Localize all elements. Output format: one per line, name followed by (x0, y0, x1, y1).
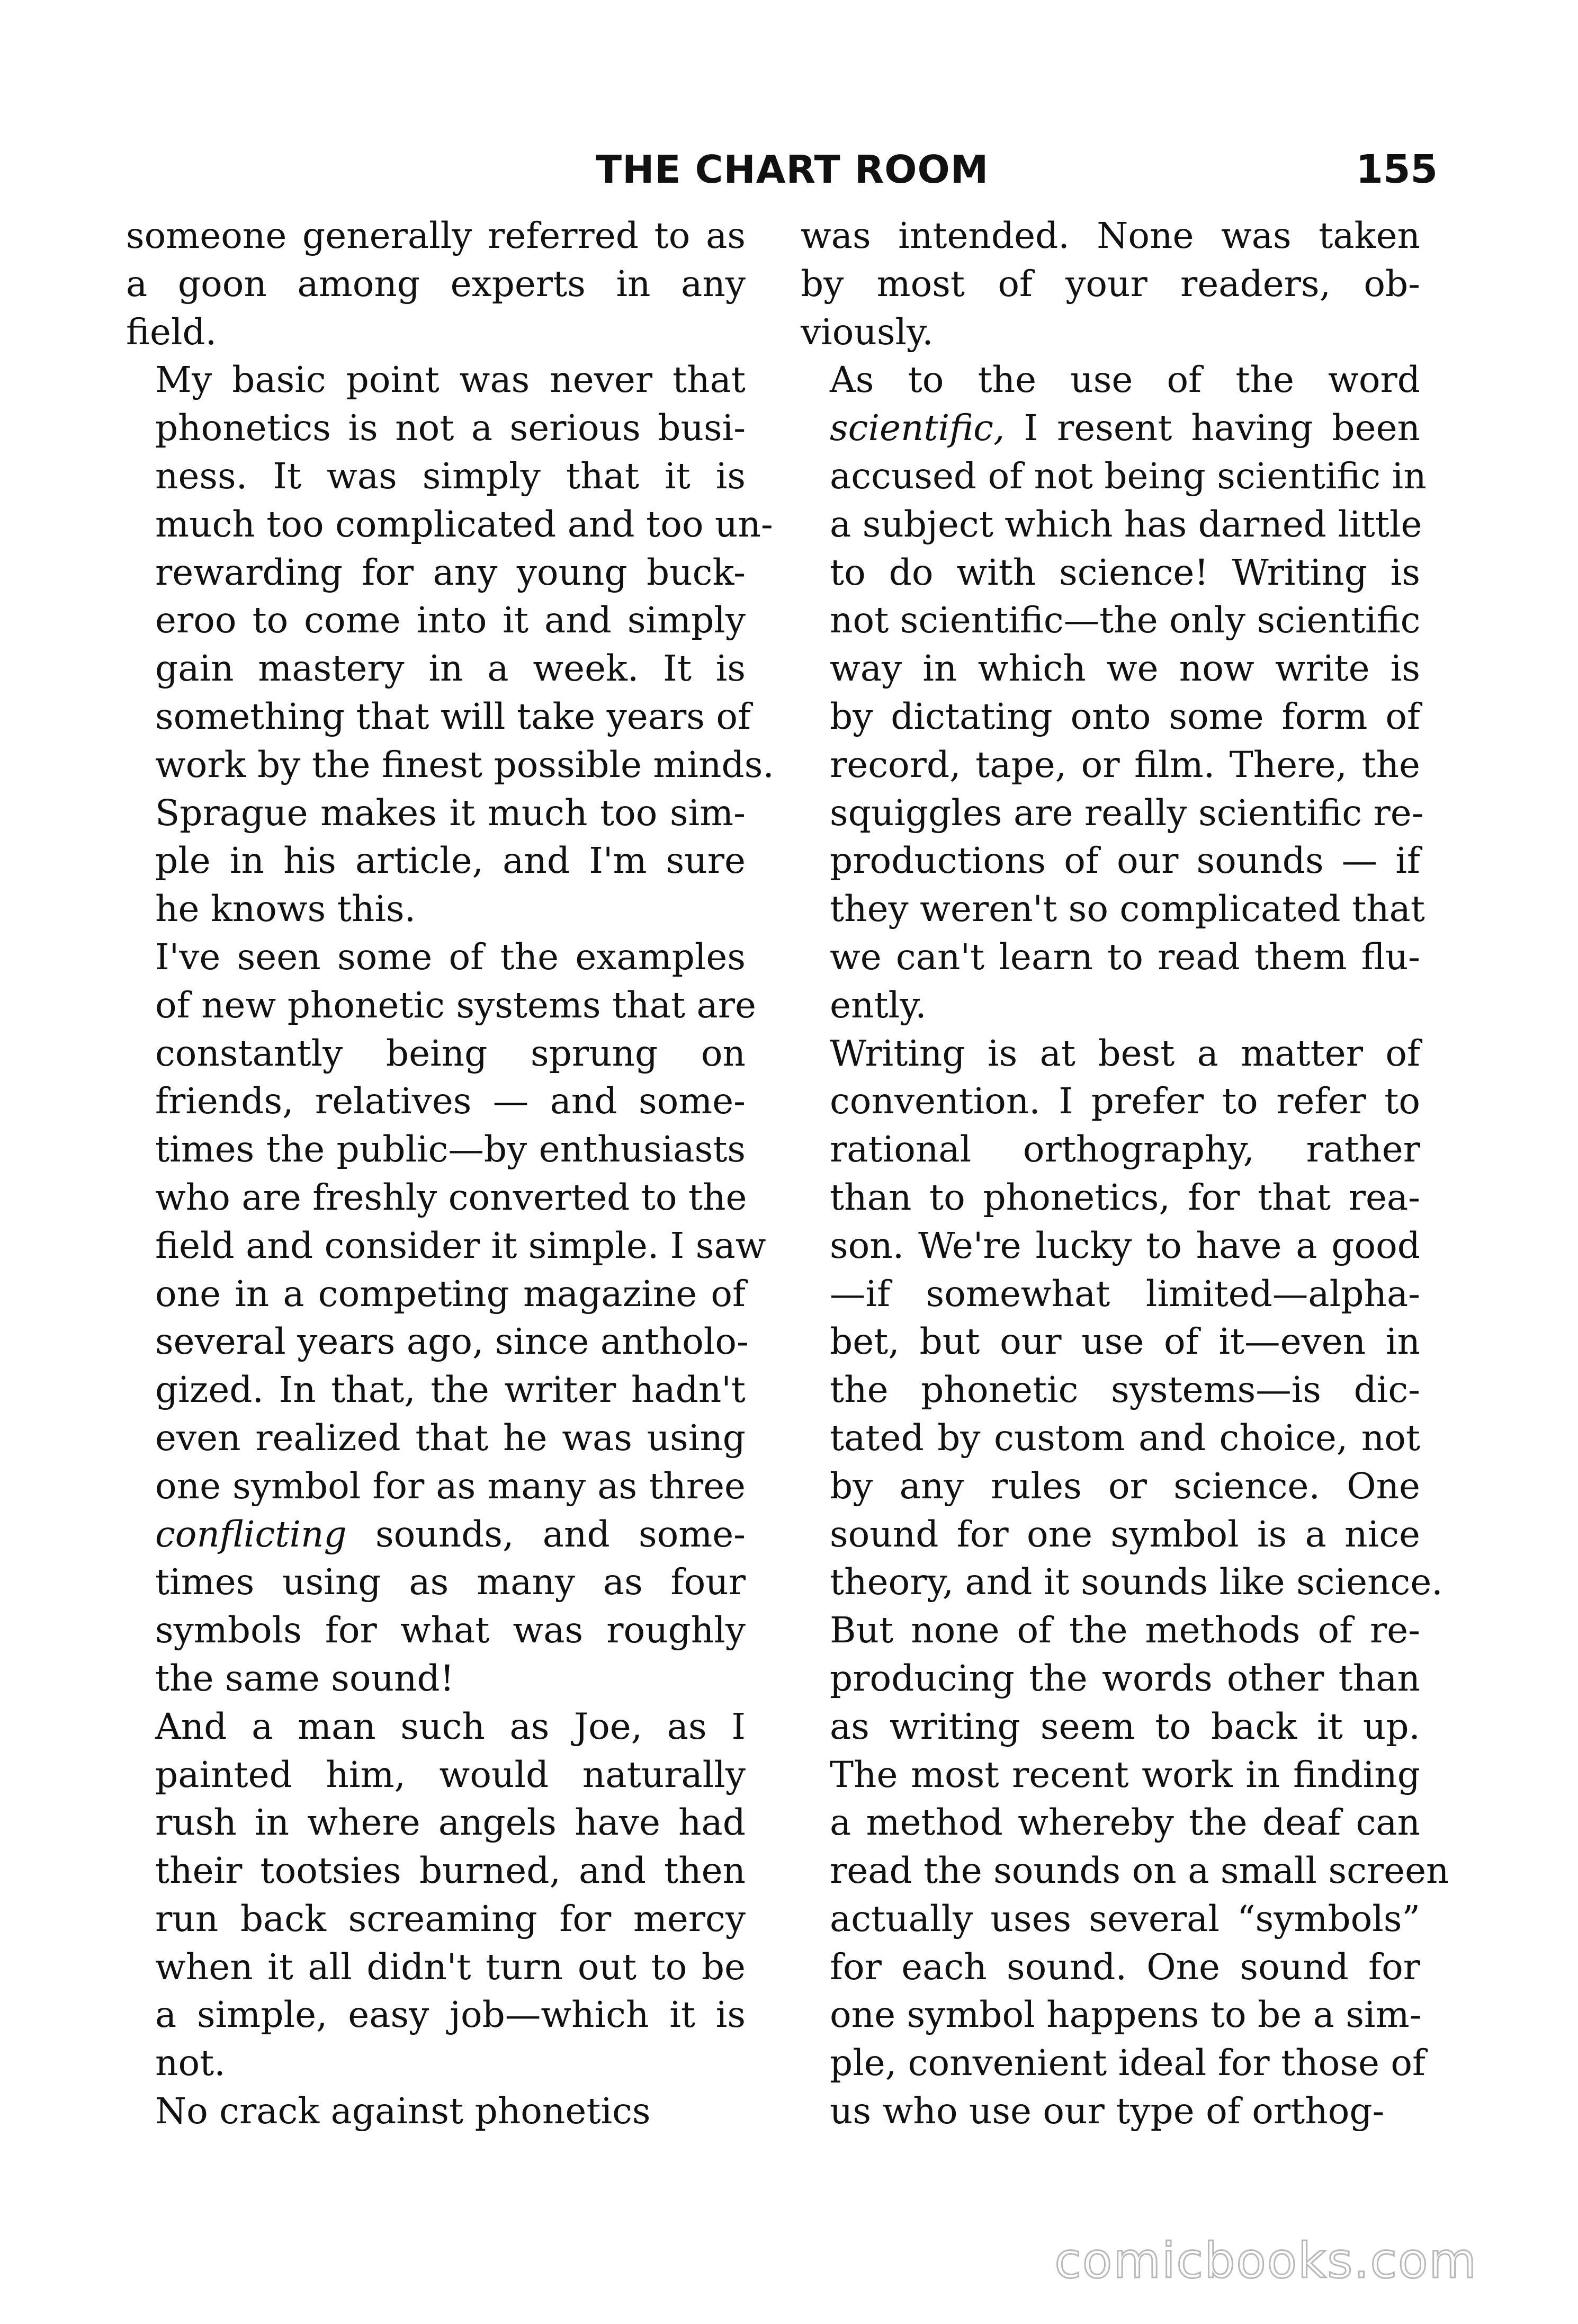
text-line: ple, convenient ideal for those of (830, 2042, 1425, 2084)
text-line: ple in his article, and I'm sure (155, 839, 746, 882)
text-line: viously. (801, 310, 934, 353)
text-line: run back screaming for mercy (155, 1897, 746, 1939)
text-line: field and consider it simple. I saw (155, 1224, 766, 1266)
text-line: No crack against phonetics (155, 2090, 651, 2132)
text-line: the same sound! (155, 1657, 454, 1699)
text-line: ness. It was simply that it is (155, 454, 746, 497)
text-line: read the sounds on a small screen (830, 1849, 1449, 1892)
text-line: accused of not being scientific in (830, 454, 1427, 497)
text-line: by most of your readers, ob- (801, 262, 1420, 305)
text-line: times using as many as four (155, 1561, 746, 1603)
text-line: scientific, I resent having been (830, 407, 1420, 449)
text-line: a method whereby the deaf can (830, 1801, 1420, 1844)
text-line: Writing is at best a matter of (830, 1032, 1420, 1074)
text-line: one in a competing magazine of (155, 1272, 746, 1315)
text-line: much too complicated and too un- (155, 503, 773, 545)
text-line: friends, relatives — and some- (155, 1080, 746, 1122)
text-line: even realized that he was using (155, 1416, 746, 1459)
text-line: one symbol happens to be a sim- (830, 1994, 1422, 2036)
text-line: As to the use of the word (830, 359, 1420, 401)
text-line: when it all didn't turn out to be (155, 1945, 746, 1988)
text-line: But none of the methods of re- (830, 1609, 1420, 1651)
text-line: bet, but our use of it—even in (830, 1320, 1420, 1363)
text-line: gized. In that, the writer hadn't (155, 1369, 746, 1411)
text-line: record, tape, or film. There, the (830, 743, 1420, 785)
text-line: for each sound. One sound for (830, 1945, 1420, 1988)
text-line: gain mastery in a week. It is (155, 647, 746, 690)
text-line: we can't learn to read them flu- (830, 935, 1420, 978)
text-line: squiggles are really scientific re- (830, 791, 1424, 834)
text-line: The most recent work in finding (830, 1753, 1420, 1795)
text-line: to do with science! Writing is (830, 551, 1420, 593)
text-line: field. (126, 310, 217, 353)
paragraph (126, 356, 774, 933)
paragraph (126, 212, 746, 356)
text-line: actually uses several “symbols” (830, 1897, 1420, 1939)
text-line: by dictating onto some form of (830, 695, 1420, 737)
text-line: they weren't so complicated that (830, 888, 1425, 930)
right-text-column (801, 212, 1449, 2135)
text-line: rational orthography, rather (830, 1128, 1420, 1170)
text-line: their tootsies burned, and then (155, 1849, 746, 1892)
text-line: Sprague makes it much too sim- (155, 791, 746, 834)
text-line: one symbol for as many as three (155, 1464, 746, 1507)
text-line: I've seen some of the examples (155, 935, 746, 978)
text-line: a subject which has darned little (830, 503, 1422, 545)
text-line: us who use our type of orthog- (830, 2090, 1385, 2132)
text-line: sound for one symbol is a nice (830, 1513, 1420, 1555)
text-line: someone generally referred to as (126, 214, 746, 256)
text-line: not scientific—the only scientific (830, 599, 1421, 641)
text-line: symbols for what was roughly (155, 1609, 746, 1651)
text-line: son. We're lucky to have a good (830, 1224, 1420, 1266)
text-line: —if somewhat limited—alpha- (830, 1272, 1420, 1315)
text-line: phonetics is not a serious busi- (155, 407, 746, 449)
text-line: producing the words other than (830, 1657, 1420, 1699)
watermark-logo: comicbooks.com (1054, 2232, 1477, 2289)
text-line: times the public—by enthusiasts (155, 1128, 746, 1170)
text-line: eroo to come into it and simply (155, 599, 746, 641)
text-line: the phonetic systems—is dic- (830, 1369, 1420, 1411)
text-line: rewarding for any young buck- (155, 551, 746, 593)
text-line: And a man such as Joe, as I (155, 1705, 746, 1747)
text-line: by any rules or science. One (830, 1464, 1420, 1507)
text-line: rush in where angels have had (155, 1801, 746, 1844)
paragraph (126, 933, 766, 1703)
paragraph (126, 2087, 746, 2135)
text-line: than to phonetics, for that rea- (830, 1176, 1420, 1218)
text-line: constantly being sprung on (155, 1032, 746, 1074)
text-line: he knows this. (155, 888, 416, 930)
text-line: several years ago, since antholo- (155, 1320, 749, 1363)
paragraph (801, 356, 1427, 1029)
text-line: of new phonetic systems that are (155, 984, 756, 1026)
text-line: a simple, easy job—which it is (155, 1994, 746, 2036)
text-line: My basic point was never that (155, 359, 746, 401)
text-line: conflicting sounds, and some- (155, 1513, 746, 1555)
page-number: 155 (1356, 147, 1438, 192)
text-line: convention. I prefer to refer to (830, 1080, 1420, 1122)
text-line: painted him, would naturally (155, 1753, 746, 1795)
text-line: way in which we now write is (830, 647, 1420, 690)
left-text-column (126, 212, 774, 2135)
paragraph (801, 212, 1420, 356)
text-line: tated by custom and choice, not (830, 1416, 1420, 1459)
text-line: work by the finest possible minds. (155, 743, 774, 785)
text-line: as writing seem to back it up. (830, 1705, 1420, 1747)
text-line: ently. (830, 984, 927, 1026)
text-line: was intended. None was taken (801, 214, 1420, 256)
paragraph (801, 1030, 1449, 2135)
text-line: something that will take years of (155, 695, 751, 737)
text-line: a goon among experts in any (126, 262, 746, 305)
text-line: productions of our sounds — if (830, 839, 1420, 882)
running-title: THE CHART ROOM (596, 147, 989, 192)
paragraph (126, 1703, 746, 2087)
text-line: theory, and it sounds like science. (830, 1561, 1443, 1603)
text-line: who are freshly converted to the (155, 1176, 747, 1218)
page-header (0, 140, 1578, 199)
text-line: not. (155, 2042, 226, 2084)
